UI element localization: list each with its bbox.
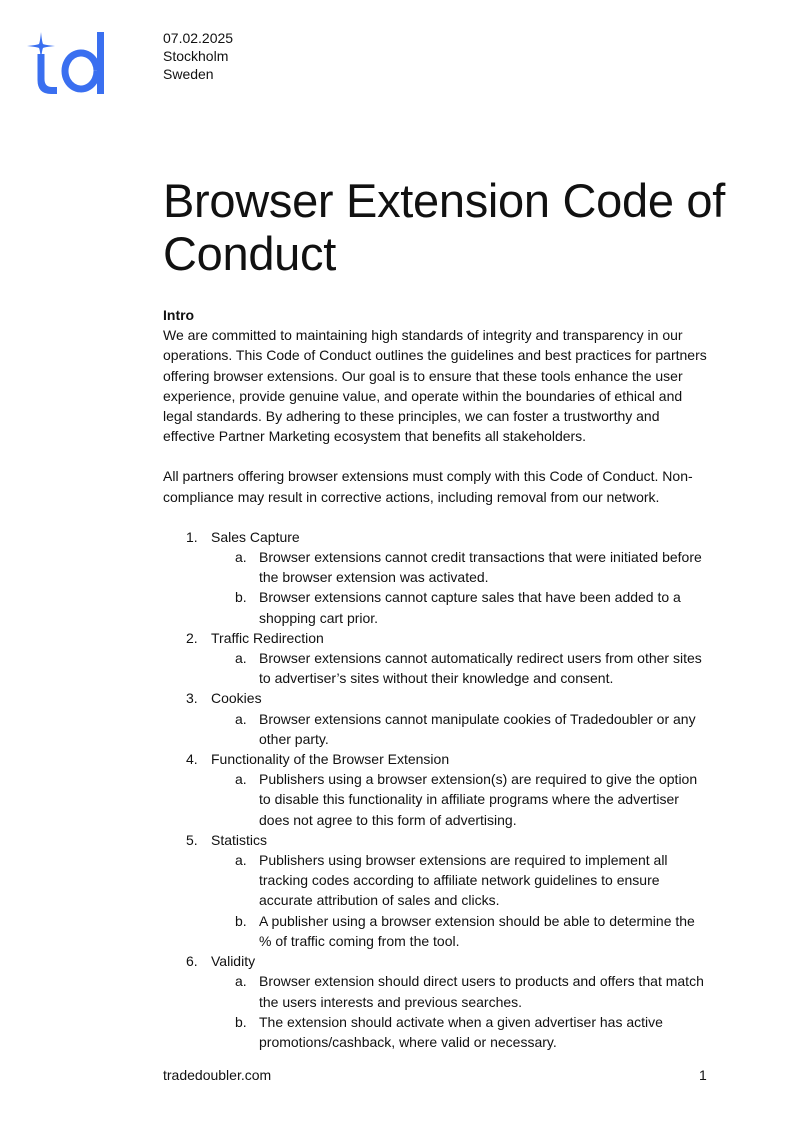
- rule-subitem: [211, 587, 708, 627]
- rule-item: [163, 830, 708, 951]
- subitem-text: Browser extensions cannot automatically redirect users from other sites to advertiser’s sites without their knowledge and consent.: [259, 650, 702, 687]
- subitem-letter: a.: [235, 771, 247, 788]
- rule-subitem: [211, 709, 708, 749]
- rule-subitems: [211, 850, 708, 951]
- page-number: 1: [699, 1067, 707, 1083]
- subitem-letter: b.: [235, 589, 247, 606]
- subitem-text: Browser extension should direct users to products and offers that match the users interests and previous searches.: [259, 973, 704, 1010]
- rule-number: 1.: [186, 528, 198, 545]
- rule-item: [163, 749, 708, 830]
- rule-subitems: [211, 769, 708, 830]
- rule-item: [163, 951, 708, 1052]
- rule-number: 5.: [186, 831, 198, 848]
- rule-subitem: [211, 971, 708, 1011]
- rule-item: [163, 688, 708, 749]
- rule-title: Traffic Redirection: [211, 629, 324, 646]
- intro-heading: Intro: [163, 307, 195, 323]
- tradedoubler-logo: [24, 30, 108, 96]
- paragraph-spacer: [163, 446, 708, 466]
- rule-subitem: [211, 648, 708, 688]
- document-date: 07.02.2025: [163, 30, 234, 46]
- rule-number: 2.: [186, 629, 198, 646]
- rule-item: [163, 527, 708, 628]
- rule-subitems: [211, 648, 708, 688]
- rule-number: 4.: [186, 751, 198, 768]
- subitem-text: Publishers using browser extensions are required to implement all tracking codes according to affiliate network guidelines to ensure accurate attribution of sales and clicks.: [259, 852, 668, 909]
- document-meta: [163, 29, 233, 83]
- subitem-text: The extension should activate when a given advertiser has active promotions/cashback, where valid or necessary.: [259, 1013, 663, 1050]
- rule-title: Sales Capture: [211, 528, 300, 545]
- subitem-text: Browser extensions cannot manipulate cookies of Tradedoubler or any other party.: [259, 710, 696, 747]
- intro-paragraph: We are committed to maintaining high standards of integrity and transparency in our operations. This Code of Conduct outlines the guidelines and best practices for partners offering browser extensions. Our goal is to ensure that these tools enhance the user experience, provide genuine value, and operate within the boundaries of ethical and legal standards. By adhering to these principles, we can foster a trustworthy and effective Partner Marketing ecosystem that benefits all stakeholders.: [163, 327, 707, 445]
- rule-title: Functionality of the Browser Extension: [211, 751, 450, 768]
- rule-item: [163, 628, 708, 689]
- subitem-text: Browser extensions cannot capture sales that have been added to a shopping cart prior.: [259, 589, 681, 626]
- rule-number: 3.: [186, 690, 198, 707]
- rule-subitems: [211, 547, 708, 628]
- rule-subitems: [211, 709, 708, 749]
- subitem-letter: a.: [235, 650, 247, 667]
- document-country: Sweden: [163, 66, 214, 82]
- subitem-text: Publishers using a browser extension(s) are required to give the option to disable this functionality in affiliate programs where the advertiser does not agree to this form of advertising.: [259, 771, 698, 828]
- rule-subitem: [211, 1012, 708, 1052]
- subitem-text: A publisher using a browser extension should be able to determine the % of traffic coming from the tool.: [259, 912, 695, 949]
- page-title: Browser Extension Code of Conduct: [163, 174, 726, 280]
- subitem-letter: a.: [235, 852, 247, 869]
- subitem-letter: a.: [235, 549, 247, 566]
- rules-list: [163, 527, 708, 1052]
- rule-title: Statistics: [211, 831, 268, 848]
- subitem-text: Browser extensions cannot credit transactions that were initiated before the browser extension was activated.: [259, 549, 702, 586]
- rule-subitem: [211, 769, 708, 830]
- subitem-letter: a.: [235, 710, 247, 727]
- rule-title: Cookies: [211, 690, 262, 707]
- rule-title: Validity: [211, 953, 256, 970]
- footer-website-link[interactable]: tradedoubler.com: [163, 1067, 272, 1083]
- compliance-paragraph: All partners offering browser extensions must comply with this Code of Conduct. Non-compliance may result in corrective actions, including removal from our network.: [163, 468, 693, 505]
- subitem-letter: b.: [235, 1013, 247, 1030]
- rule-subitem: [211, 911, 708, 951]
- rule-subitem: [211, 850, 708, 911]
- subitem-letter: a.: [235, 973, 247, 990]
- document-city: Stockholm: [163, 48, 229, 64]
- rule-subitem: [211, 547, 708, 587]
- rule-number: 6.: [186, 953, 198, 970]
- subitem-letter: b.: [235, 912, 247, 929]
- document-body: [163, 305, 708, 1052]
- rule-subitems: [211, 971, 708, 1052]
